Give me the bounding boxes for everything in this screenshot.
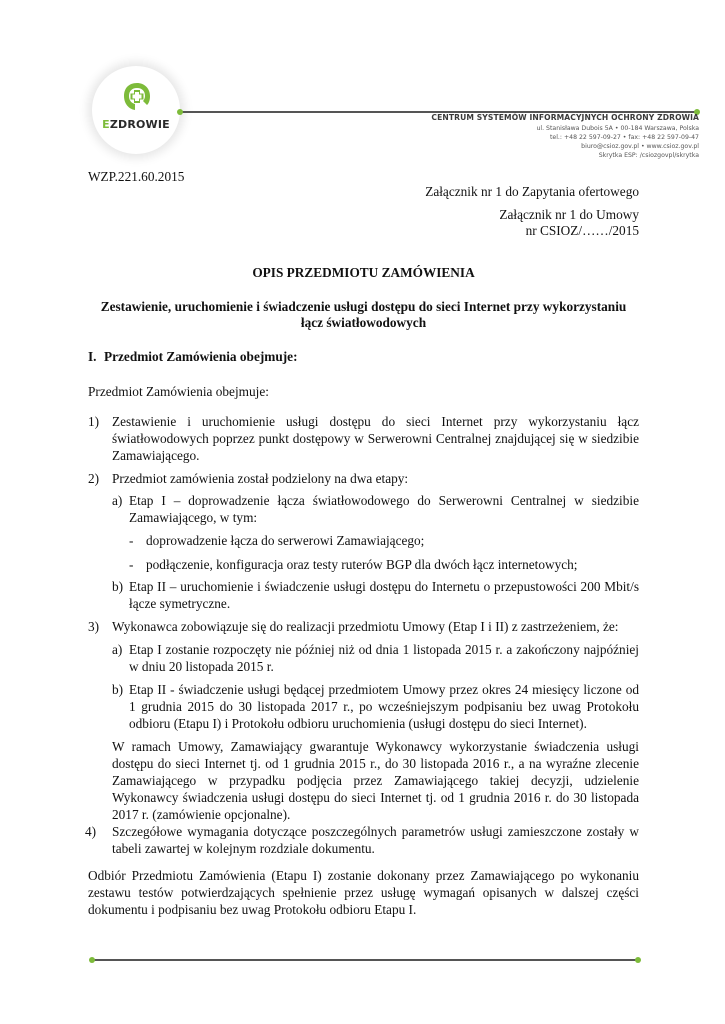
item-2a-bullet-1: doprowadzenie łącza do serwerowi Zamawiającego; [146, 533, 425, 548]
document-reference: WZP.221.60.2015 [88, 169, 185, 184]
item-2a-bullet-2: podłączenie, konfiguracja oraz testy ruterów BGP dla dwóch łącz internetowych; [146, 557, 578, 572]
item-2b-letter: b) [112, 579, 124, 594]
address-line-1: ul. Stanisława Dubois 5A • 00-184 Warszawa, Polska [536, 125, 699, 132]
item-3-number: 3) [88, 619, 100, 634]
item-3-paragraph: W ramach Umowy, Zamawiający gwarantuje Wykonawcy wykorzystanie świadczenia usługi dostępu do sieci Internet tj. od 1 grudnia 2015 r., do 30 listopada 2016 r., a na wyraźne zlecenie Zamawiającego w przypadku podjęcia przez Zamawiającego takiej decyzji, udzielenie Wykonawcy świadczenia usługi dostępu do sieci Internet tj. od 1 grudnia 2016 r. do 30 listopada 2017 r. (zamówienie opcjonalne). [112, 739, 639, 822]
closing-paragraph: Odbiór Przedmiotu Zamówienia (Etapu I) zostanie dokonany przez Zamawiającego po wykonaniu zestawu testów potwierdzających spełnienie przez usługę wymagań opisanych w dalszej części dokumentu i podpisaniu bez uwag Protokołu odbioru Etapu I. [88, 868, 639, 917]
item-2-number: 2) [88, 471, 100, 486]
logo-wordmark: EZDROWIE [102, 118, 170, 131]
item-3b-letter: b) [112, 682, 124, 697]
item-2b-text: Etap II – uruchomienie i świadczenie usługi dostępu do Internetu o przepustowości 200 Mbit/s łącze symetryczne. [129, 579, 639, 611]
address-line-2: tel.: +48 22 597-09-27 • fax: +48 22 597-09-47 [549, 134, 699, 141]
item-1-text: Zestawienie i uruchomienie usługi dostępu do sieci Internet przy wykorzystaniu łącz światłowodowych poprzez punkt dostępowy w Serwerowni Centralnej znajdującej się w siedzibie Zamawiającego. [112, 414, 639, 463]
item-2a-dash-1: - [129, 533, 134, 548]
item-3b-text: Etap II - świadczenie usługi będącej przedmiotem Umowy przez okres 24 miesięcy liczone od 1 grudnia 2015 do 30 listopada 2017 r., po wcześniejszym podpisaniu bez uwag Protokołu odbioru (Etapu I) i Protokołu odbioru uruchomienia (usługi dostępu do sieci Internet). [129, 682, 639, 731]
item-2a-letter: a) [112, 493, 123, 508]
document-subtitle-line-2: łącz światłowodowych [300, 315, 427, 330]
header-divider-dot-left [177, 109, 183, 115]
item-2a-dash-2: - [129, 557, 134, 572]
annex-offer-request: Załącznik nr 1 do Zapytania ofertowego [425, 184, 639, 199]
document-subtitle-line-1: Zestawienie, uruchomienie i świadczenie usługi dostępu do sieci Internet przy wykorzystaniu [100, 299, 627, 314]
contract-number: nr CSIOZ/……/2015 [525, 223, 639, 238]
item-3-text: Wykonawca zobowiązuje się do realizacji przedmiotu Umowy (Etap I i II) z zastrzeżeniem, że: [112, 619, 619, 634]
section-number: I. [88, 349, 97, 364]
footer-divider [92, 959, 638, 961]
item-1-number: 1) [88, 414, 100, 429]
section-heading: Przedmiot Zamówienia obejmuje: [104, 349, 298, 364]
item-4-text: Szczegółowe wymagania dotyczące poszczególnych parametrów usługi zamieszczone zostały w tabeli zawartej w kolejnym rozdziale dokumentu. [112, 824, 639, 856]
green-cross-icon [123, 82, 151, 112]
item-3a-text: Etap I zostanie rozpoczęty nie później niż od dnia 1 listopada 2015 r. a zakończony najpóźniej w dniu 20 listopada 2015 r. [129, 642, 639, 674]
item-2-text: Przedmiot zamówienia został podzielony na dwa etapy: [112, 471, 409, 486]
item-4-number: 4) [85, 824, 97, 839]
footer-divider-dot-left [89, 957, 95, 963]
annex-contract: Załącznik nr 1 do Umowy [499, 207, 639, 222]
intro-text: Przedmiot Zamówienia obejmuje: [88, 384, 269, 399]
organization-name: CENTRUM SYSTEMÓW INFORMACYJNYCH OCHRONY ZDROWIA [431, 113, 699, 122]
item-3a-letter: a) [112, 642, 123, 657]
item-2a-text: Etap I – doprowadzenie łącza światłowodowego do Serwerowni Centralnej w siedzibie Zamawiającego, w tym: [129, 493, 639, 525]
document-title: OPIS PRZEDMIOTU ZAMÓWIENIA [252, 265, 475, 280]
footer-divider-dot-right [635, 957, 641, 963]
address-line-4: Skrytka ESP: /csiozgovpl/skrytka [598, 152, 699, 159]
ezdrowie-logo [92, 66, 182, 156]
address-line-3: biuro@csioz.gov.pl • www.csioz.gov.pl [581, 143, 699, 150]
